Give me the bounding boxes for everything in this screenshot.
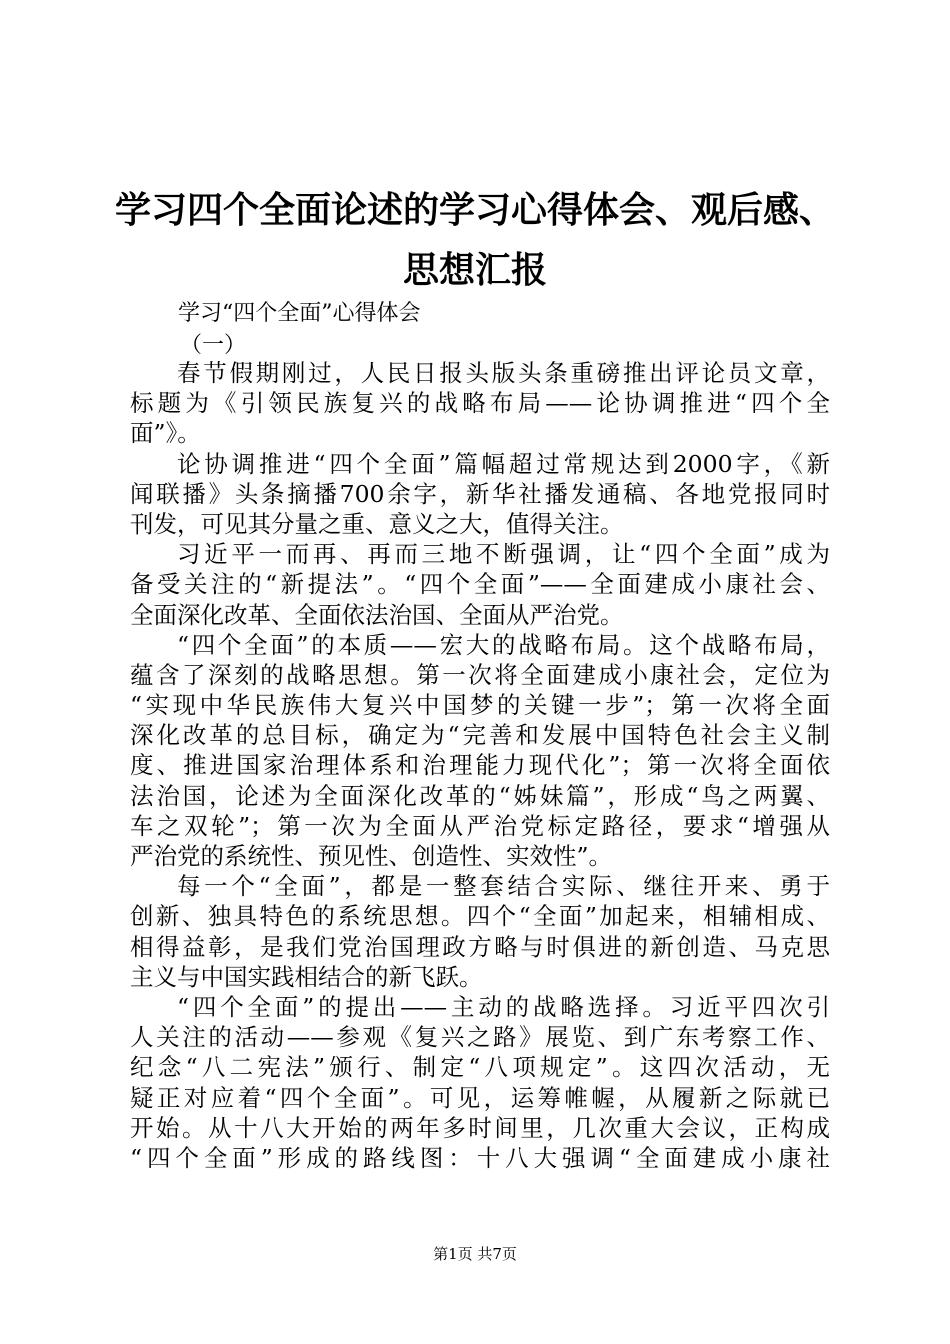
paragraph-line: 度、推进国家治理体系和治理能力现代化”；第一次将全面依 (130, 751, 830, 780)
paragraph-line: 春节假期刚过，人民日报头版头条重磅推出评论员文章， (177, 359, 830, 387)
paragraph-line: “四个全面”形成的路线图：十八大强调“全面建成小康社 (130, 1143, 830, 1172)
paragraph-line: 开始。从十八大开始的两年多时间里，几次重大会议，正构成 (130, 1113, 830, 1142)
paragraph-line: “实现中华民族伟大复兴中国梦的关键一步”；第一次将全面 (130, 691, 830, 720)
paragraph-line: 深化改革的总目标，确定为“完善和发展中国特色社会主义制 (130, 721, 830, 750)
paragraph-line: “四个全面”的本质——宏大的战略布局。这个战略布局， (177, 630, 830, 659)
paragraph-line: 法治国，论述为全面深化改革的“姊妹篇”，形成“鸟之两翼、 (130, 781, 830, 810)
section-number: （一） (180, 333, 247, 358)
paragraph-line: 相得益彰，是我们党治国理政方略与时俱进的新创造、马克思 (130, 932, 830, 961)
paragraph-line: “四个全面”的提出——主动的战略选择。习近平四次引 (177, 992, 830, 1021)
document-title-line-1: 学习四个全面论述的学习心得体会、观后感、 (114, 189, 835, 231)
document-title-line-2: 思想汇报 (402, 249, 547, 291)
paragraph (130, 992, 830, 1173)
paragraph (130, 449, 830, 540)
page-footer: 第1页 共7页 (433, 1245, 517, 1263)
paragraph-line: 疑正对应着“四个全面”。可见，运筹帷幄，从履新之际就已 (130, 1083, 830, 1112)
paragraph-line: 纪念“八二宪法”颁行、制定“八项规定”。这四次活动，无 (130, 1053, 830, 1082)
document-subtitle: 学习“四个全面”心得体会 (178, 301, 421, 326)
paragraph (130, 539, 830, 630)
paragraph (130, 871, 830, 992)
paragraph-line: 标题为《引领民族复兴的战略布局——论协调推进“四个全 (130, 389, 830, 418)
paragraph-line: 严治党的系统性、预见性、创造性、实效性”。 (130, 842, 613, 870)
paragraph (130, 358, 830, 449)
paragraph-line: 创新、独具特色的系统思想。四个“全面”加起来，相辅相成、 (130, 902, 830, 931)
paragraph-line: 全面深化改革、全面依法治国、全面从严治党。 (130, 600, 624, 629)
paragraph-line: 车之双轮”；第一次为全面从严治党标定路径，要求“增强从 (130, 811, 830, 840)
paragraph-line: 人关注的活动——参观《复兴之路》展览、到广东考察工作、 (130, 1023, 830, 1052)
paragraph-line: 面”》。 (130, 419, 201, 448)
paragraph-line: 主义与中国实践相结合的新飞跃。 (130, 962, 483, 991)
paragraph-line: 备受关注的“新提法”。“四个全面”——全面建成小康社会、 (130, 570, 830, 599)
paragraph-line: 刊发，可见其分量之重、意义之大，值得关注。 (130, 509, 624, 538)
paragraph-line: 蕴含了深刻的战略思想。第一次将全面建成小康社会，定位为 (130, 660, 830, 689)
paragraph-line: 闻联播》头条摘播700余字，新华社播发通稿、各地党报同时 (130, 479, 830, 508)
paragraph (130, 630, 830, 872)
paragraph-line: 每一个“全面”，都是一整套结合实际、继往开来、勇于 (177, 872, 830, 901)
paragraph-line: 论协调推进“四个全面”篇幅超过常规达到2000字，《新 (177, 449, 830, 478)
document-body (130, 358, 830, 1173)
paragraph-line: 习近平一而再、再而三地不断强调，让“四个全面”成为 (177, 540, 830, 569)
